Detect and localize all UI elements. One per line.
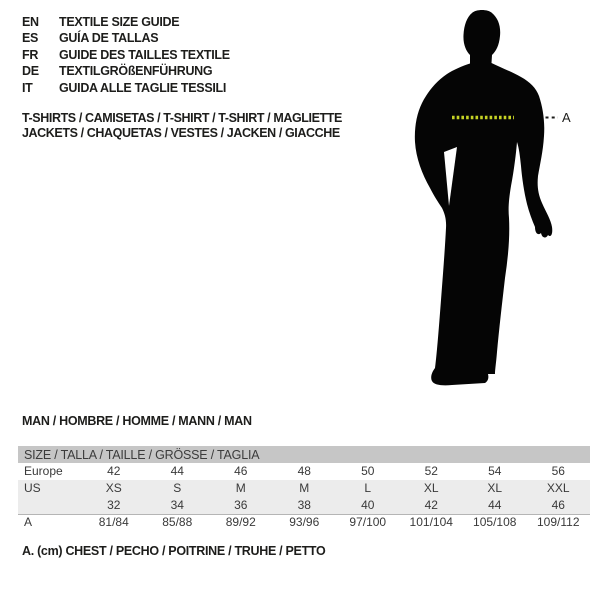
language-label: TEXTILE SIZE GUIDE bbox=[59, 15, 180, 29]
size-cell: 109/112 bbox=[527, 514, 591, 531]
language-row-en bbox=[22, 14, 230, 30]
language-code: IT bbox=[22, 80, 33, 95]
size-cell: 56 bbox=[551, 464, 565, 478]
section-title: MAN / HOMBRE / HOMME / MANN / MAN bbox=[22, 414, 252, 428]
language-label: GUIDA ALLE TAGLIE TESSILI bbox=[59, 80, 227, 95]
categories-line-jackets: JACKETS / CHAQUETAS / VESTES / JACKEN / GIACCHE bbox=[22, 126, 340, 141]
size-cell: 105/108 bbox=[463, 514, 527, 531]
size-cell: S bbox=[146, 480, 210, 497]
size-cell: 36 bbox=[209, 497, 273, 514]
language-list bbox=[22, 14, 230, 96]
language-code: EN bbox=[22, 15, 39, 29]
row-label: A bbox=[18, 514, 82, 531]
measure-label-a: A bbox=[562, 110, 571, 125]
row-label: US bbox=[18, 480, 82, 497]
language-code: DE bbox=[22, 64, 39, 79]
size-cell: 38 bbox=[273, 497, 337, 514]
size-cell: 44 bbox=[170, 464, 184, 478]
language-label: GUÍA DE TALLAS bbox=[59, 31, 159, 46]
size-cell: M bbox=[209, 480, 273, 497]
size-table-wrap bbox=[18, 446, 590, 531]
size-cell: 42 bbox=[107, 464, 121, 478]
size-cell: 48 bbox=[297, 464, 311, 478]
size-cell: 89/92 bbox=[209, 514, 273, 531]
table-row-chest-a bbox=[18, 514, 590, 531]
table-row-us bbox=[18, 480, 590, 497]
size-cell: 32 bbox=[82, 497, 146, 514]
table-header: SIZE / TALLA / TAILLE / GRÖSSE / TAGLIA bbox=[18, 446, 590, 463]
man-silhouette-figure bbox=[400, 6, 580, 398]
size-cell: 85/88 bbox=[146, 514, 210, 531]
row-label: Europe bbox=[24, 464, 63, 478]
size-cell: 46 bbox=[234, 464, 248, 478]
language-label: GUIDE DES TAILLES TEXTILE bbox=[59, 47, 230, 62]
table-header-row bbox=[18, 446, 590, 463]
man-silhouette-path bbox=[415, 10, 552, 385]
size-cell: 40 bbox=[336, 497, 400, 514]
language-row-it bbox=[22, 80, 230, 96]
language-row-es bbox=[22, 30, 230, 46]
man-silhouette-icon bbox=[400, 6, 580, 398]
size-cell: XXL bbox=[527, 480, 591, 497]
row-label bbox=[18, 497, 82, 514]
language-row-de bbox=[22, 63, 230, 79]
measurement-footnote: A. (cm) CHEST / PECHO / POITRINE / TRUHE / PETTO bbox=[22, 544, 326, 558]
size-cell: XS bbox=[82, 480, 146, 497]
size-cell: 50 bbox=[361, 464, 375, 478]
language-label: TEXTILGRÖßENFÜHRUNG bbox=[59, 64, 213, 79]
table-row-europe bbox=[18, 463, 590, 480]
size-cell: 93/96 bbox=[273, 514, 337, 531]
size-cell: 52 bbox=[424, 464, 438, 478]
size-cell: 54 bbox=[488, 464, 502, 478]
size-cell: 42 bbox=[400, 497, 464, 514]
language-code: FR bbox=[22, 47, 39, 62]
language-code: ES bbox=[22, 31, 39, 46]
size-cell: XL bbox=[400, 480, 464, 497]
size-cell: XL bbox=[463, 480, 527, 497]
size-cell: 34 bbox=[146, 497, 210, 514]
size-table bbox=[18, 446, 590, 531]
size-cell: 44 bbox=[463, 497, 527, 514]
garment-categories bbox=[22, 111, 342, 141]
language-row-fr bbox=[22, 47, 230, 63]
categories-line-tshirts: T-SHIRTS / CAMISETAS / T-SHIRT / T-SHIRT / MAGLIETTE bbox=[22, 111, 342, 125]
size-cell: L bbox=[336, 480, 400, 497]
size-cell: M bbox=[273, 480, 337, 497]
size-cell: 97/100 bbox=[336, 514, 400, 531]
size-cell: 46 bbox=[527, 497, 591, 514]
size-cell: 101/104 bbox=[400, 514, 464, 531]
table-row-numeric bbox=[18, 497, 590, 514]
size-cell: 81/84 bbox=[82, 514, 146, 531]
